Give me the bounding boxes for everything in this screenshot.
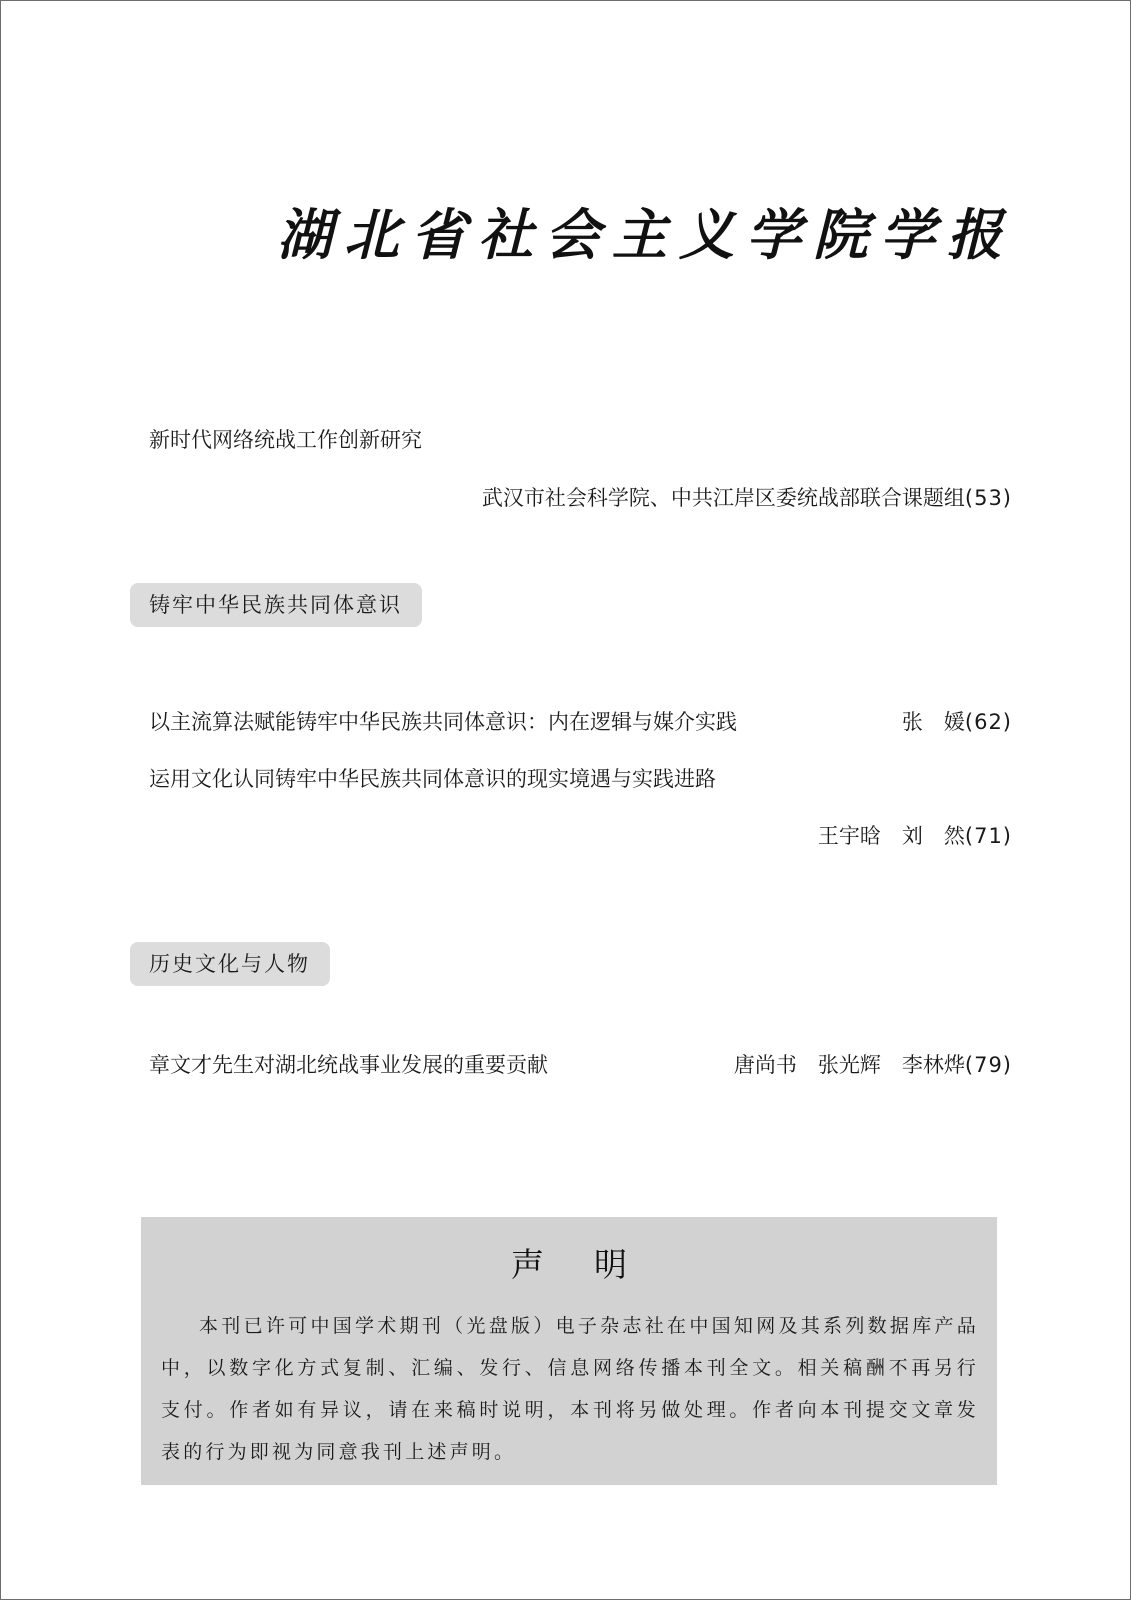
journal-title: 湖北省社会主义学院学报 [276,202,1014,267]
entry-page: (79) [964,1053,1012,1077]
entry-title: 以主流算法赋能铸牢中华民族共同体意识：内在逻辑与媒介实践 [149,710,737,734]
copyright-notice [141,1217,997,1485]
section-tag: 历史文化与人物 [130,942,330,986]
entry-author: 王宇晗 刘 然 [817,824,965,848]
section-tag: 铸牢中华民族共同体意识 [130,583,422,627]
entry-title: 新时代网络统战工作创新研究 [149,428,422,452]
toc-entry-title[interactable] [149,764,1012,794]
toc-entry[interactable] [149,707,1012,737]
entry-page: (62) [964,710,1012,734]
notice-body: 本刊已许可中国学术期刊（光盘版）电子杂志社在中国知网及其系列数据库产品中，以数字化方式复制、汇编、发行、信息网络传播本刊全文。相关稿酬不再另行支付。作者如有异议，请在来稿时说明，本刊将另做处理。作者向本刊提交文章发表的行为即视为同意我刊上述声明。 [161,1315,979,1463]
entry-author: 张 媛 [901,710,965,734]
entry-page: (53) [964,486,1012,510]
entry-title: 章文才先生对湖北统战事业发展的重要贡献 [149,1053,548,1077]
toc-entry[interactable] [149,1050,1012,1080]
entry-author: 唐尚书 张光辉 李林烨 [733,1053,965,1077]
entry-page: (71) [964,824,1012,848]
toc-entry-title[interactable] [149,425,1012,455]
entry-title: 运用文化认同铸牢中华民族共同体意识的现实境遇与实践进路 [149,767,716,791]
entry-author: 武汉市社会科学院、中共江岸区委统战部联合课题组 [481,486,965,510]
notice-title: 声明 [511,1245,677,1284]
